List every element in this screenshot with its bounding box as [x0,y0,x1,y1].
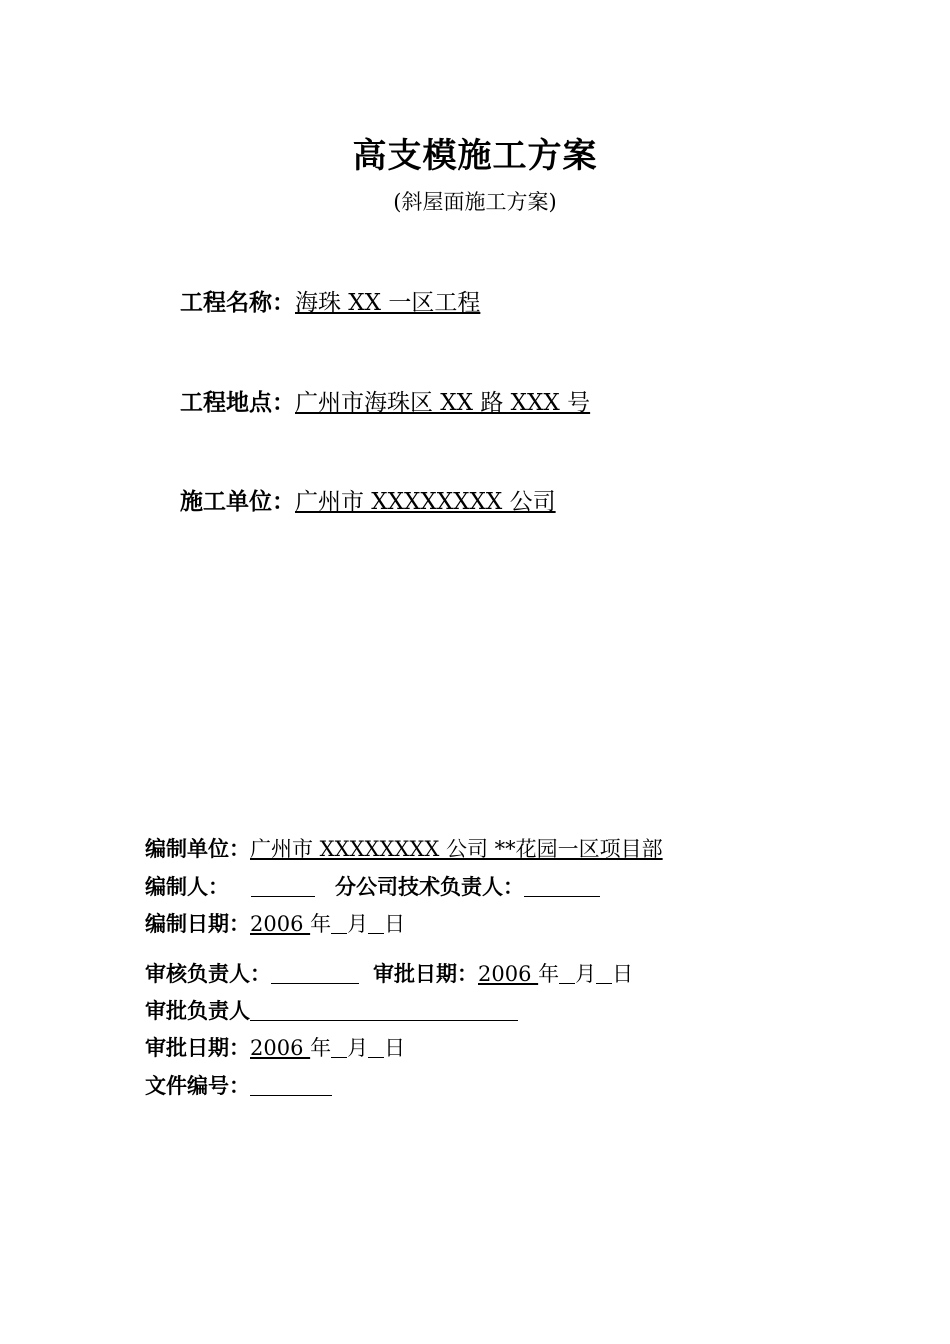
approve-year-value: 2006 [478,962,539,986]
compiler-row [145,871,600,901]
approver-row [145,995,518,1025]
compile-year-value: 2006 [250,912,311,936]
month-char: 月 [347,1036,369,1060]
approve-month-blank [559,960,575,984]
project-location-value: 广州市海珠区 XX 路 XXX 号 [295,390,591,416]
compile-date-label: 编制日期： [145,911,250,936]
construction-unit-label: 施工单位： [180,488,295,515]
document-title: 高支模施工方案 [352,136,598,176]
year-char: 年 [310,912,332,936]
reviewer-blank [271,960,359,984]
approver-label: 审批负责人 [145,998,250,1023]
month-char: 月 [347,912,369,936]
approve-date2-label: 审批日期： [145,1035,250,1060]
project-location-label: 工程地点： [180,389,295,416]
project-name-value: 海珠 XX 一区工程 [295,290,481,316]
day-char: 日 [612,962,634,986]
document-subtitle: (斜屋面施工方案) [393,190,557,214]
file-no-label: 文件编号： [145,1073,250,1098]
compile-unit-row [145,833,679,863]
approver-blank [250,997,518,1021]
day-char: 日 [384,1036,406,1060]
reviewer-row [145,958,633,988]
compiler-blank [251,873,315,897]
project-name-row [180,284,610,317]
year-char: 年 [538,962,560,986]
branch-tech-blank [524,873,600,897]
approve-day-blank [596,960,612,984]
project-name-label: 工程名称： [180,289,295,316]
compile-unit-value: 广州市 XXXXXXXX 公司 **花园一区项目部 [250,837,663,861]
compile-month-blank [331,910,347,934]
file-no-row [145,1070,332,1100]
construction-unit-row [180,483,612,516]
approve2-year-value: 2006 [250,1036,311,1060]
compiler-label: 编制人： [145,874,229,899]
compile-date-row [145,908,405,938]
compile-day-blank [368,910,384,934]
reviewer-label: 审核负责人： [145,961,271,986]
approve-date2-row [145,1032,405,1062]
month-char: 月 [575,962,597,986]
day-char: 日 [384,912,406,936]
project-location-row [180,384,656,417]
file-no-blank [250,1072,332,1096]
approve2-month-blank [331,1034,347,1058]
branch-tech-label: 分公司技术负责人： [335,874,524,899]
approve2-day-blank [368,1034,384,1058]
year-char: 年 [310,1036,332,1060]
compile-unit-label: 编制单位： [145,836,250,861]
construction-unit-value: 广州市 XXXXXXXX 公司 [295,489,556,515]
approve-date-label: 审批日期： [373,961,478,986]
